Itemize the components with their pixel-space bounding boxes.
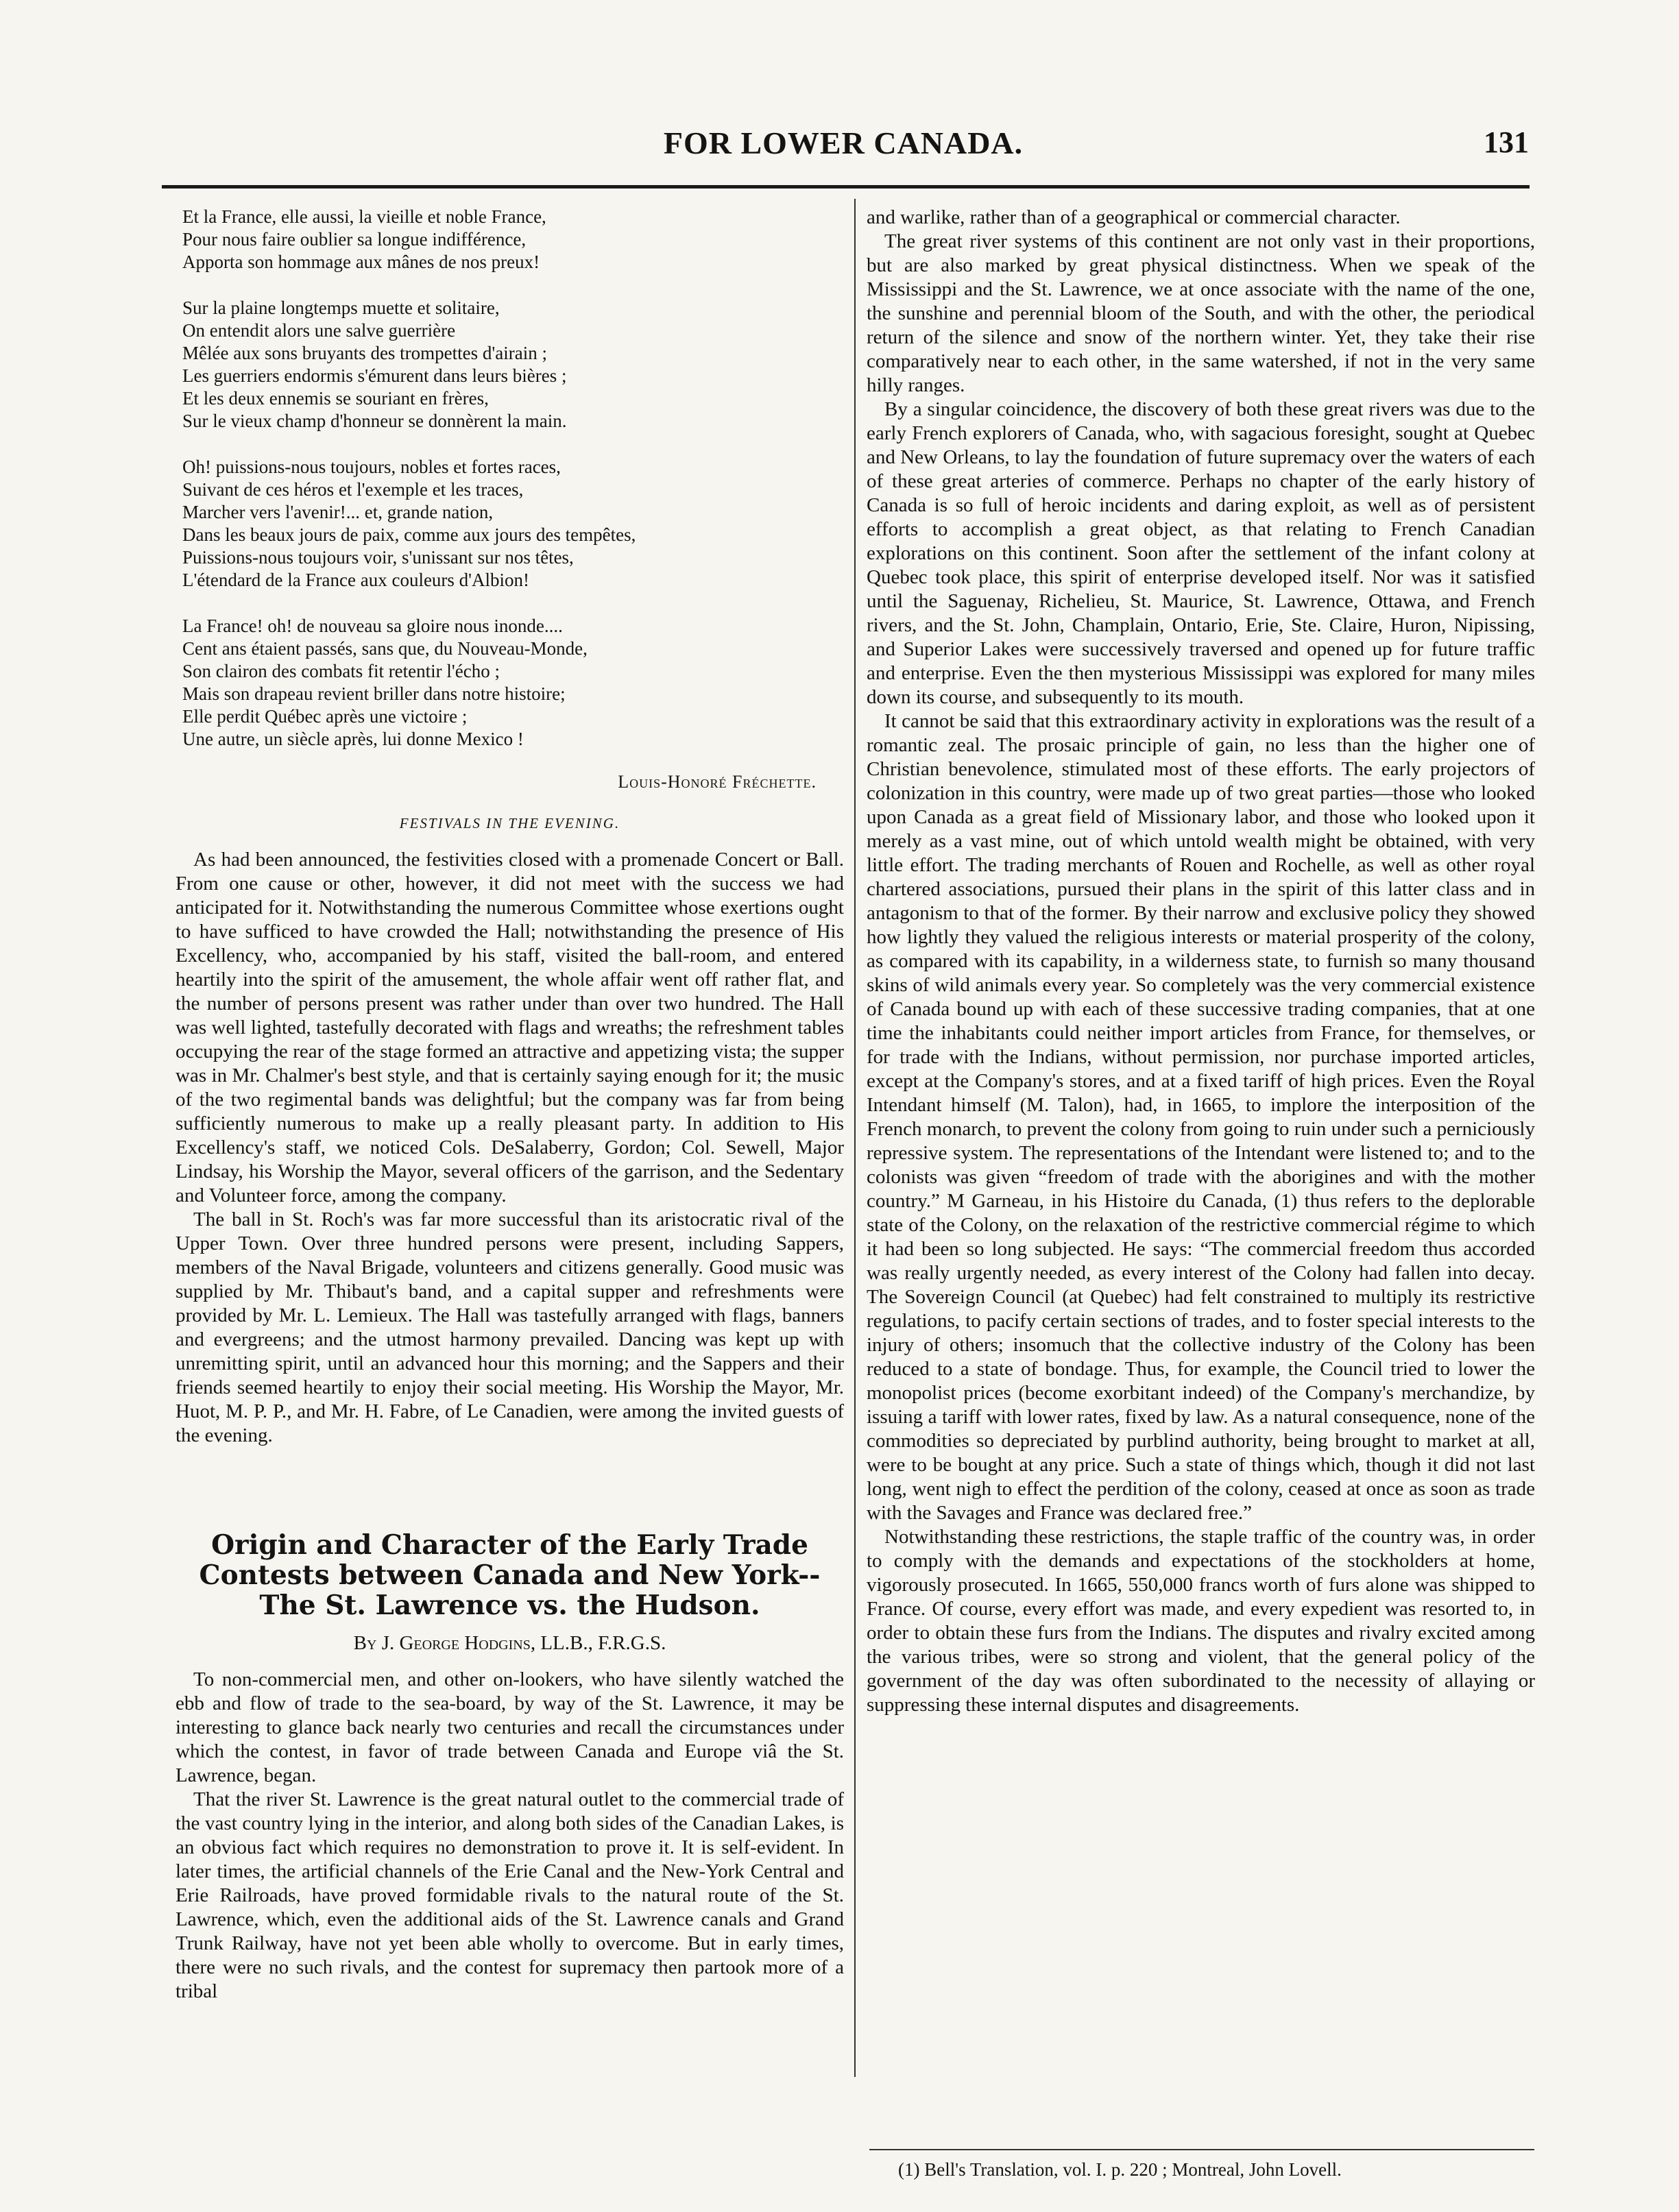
paragraph: That the river St. Lawrence is the great natural outlet to the commercial trade of the vast country lying in the interior, and along both sides of the Canadian Lakes, is an obvious fact which requires no demonstration to prove it. It is self-evident. In later times, the artificial channels of the Erie Canal and the New-York Central and Erie Railroads, have proved formidable rivals to the natural route of the St. Lawrence, which, even the additional aids of the St. Lawrence canals and Grand Trunk Railway, have not yet been able wholly to overcome. But in early times, there were no such rivals, and the contest for supremacy then partook more of a tribal (176, 1788, 844, 2002)
poem-line: Son clairon des combats fit retentir l'écho ; (182, 661, 500, 681)
left-column (176, 206, 844, 2004)
page-header (158, 125, 1529, 166)
article-byline: By J. George Hodgins, LL.B., F.R.G.S. (353, 1632, 666, 1654)
poem-line: Mais son drapeau revient briller dans notre histoire; (182, 683, 566, 704)
poem-line: Marcher vers l'avenir!... et, grande nation, (182, 502, 494, 522)
poem-line: Cent ans étaient passés, sans que, du Nouveau-Monde, (182, 638, 588, 659)
poem-line: Apporta son hommage aux mânes de nos preux! (182, 252, 540, 272)
paragraph: It cannot be said that this extraordinary activity in explorations was the result of a romantic zeal. The prosaic principle of gain, no less than the higher one of Christian benevolence, stimulated most of these efforts. The early projectors of colonization in this country, were made up of two great parties—those who looked upon Canada as a great field of Missionary labor, and those who looked upon it merely as a vast mine, out of which untold wealth might be obtained, with very little effort. The trading merchants of Rouen and Rochelle, as well as other royal chartered associations, pursued their plans in the spirit of this latter class and in antagonism to that of the former. By their narrow and exclusive policy they showed how lightly they valued the religious interests or material prosperity of the colony, as compared with its capability, in a wilderness state, to furnish so many thousand skins of wild animals every year. So completely was the very commercial existence of Canada bound up with each of these successive trading companies, that at one time the inhabitants could neither import articles from France, for themselves, or for trade with the Indians, without permission, nor purchase imported articles, except at the Company's stores, and at a fixed tariff of high prices. Even the Royal Intendant himself (M. Talon), had, in 1665, to implore the interposition of the French monarch, to prevent the colony from going to ruin under such a perniciously repressive system. The representations of the Intendant were listened to; and to the colonists was given “freedom of trade with the aborigines and with the mother country.” M Garneau, in his Histoire du Canada, (1) thus refers to the deplorable state of the Colony, on the relaxation of the restrictive commercial régime to which it had been so long subjected. He says: “The commercial freedom thus accorded was really urgently needed, as every interest of the Colony had fallen into decay. The Sovereign Council (at Quebec) had felt constrained to multiply its restrictive regulations, to pacify certain sections of trades, and to foster special interests to the injury of others; insomuch that the collective industry of the Colony has been reduced to a state of bondage. Thus, for example, the Council tried to lower the monopolist prices (become exorbitant indeed) of the Company's merchandize, by issuing a tariff with lower rates, fixed by law. As a natural consequence, none of the commodities so depreciated by purblind authority, being brought to market at all, were to be bought at any price. Such a state of things which, though it did not last long, went nigh to effect the perdition of the colony, ceased at once as soon as trade with the Savages and France was declared free.” (867, 710, 1535, 1524)
poem-line: Une autre, un siècle après, lui donne Mexico ! (182, 729, 524, 749)
poem-stanza (182, 615, 844, 751)
poem-line: Dans les beaux jours de paix, comme aux jours des tempêtes, (182, 524, 636, 545)
poem-line: On entendit alors une salve guerrière (182, 320, 456, 341)
running-title: FOR LOWER CANADA. (663, 125, 1024, 160)
poem-line: Sur le vieux champ d'honneur se donnèrent la main. (182, 411, 567, 431)
paragraph: By a singular coincidence, the discovery of both these great rivers was due to the early French explorers of Canada, who, with sagacious foresight, sought at Quebec and New Orleans, to lay the foundation of future supremacy over the waters of each of these great arteries of commerce. Perhaps no chapter of the early history of Canada is so full of heroic incidents and daring exploit, as well as of persistent efforts to accomplish a great object, as that relating to French Canadian explorations on this continent. Soon after the settlement of the infant colony at Quebec took place, this spirit of enterprise developed itself. Nor was it satisfied until the Saguenay, Richelieu, St. Maurice, St. Lawrence, Ottawa, and French rivers, and the St. John, Champlain, Ontario, Erie, Ste. Claire, Huron, Nipissing, and Superior Lakes were successively traversed and opened up for future traffic and enterprise. Even the then mysterious Mississippi was explored for many miles down its course, and subsequently to its mouth. (867, 398, 1535, 708)
paragraph: Notwithstanding these restrictions, the staple traffic of the country was, in order to comply with the demands and expectations of the stockholders at home, vigorously prosecuted. In 1665, 550,000 francs worth of furs alone was shipped to France. Of course, every effort was made, and every expedient was resorted to, in order to obtain these furs from the Indians. The disputes and rivalry excited among the various tribes, were so strong and violent, that the general policy of the government of the day was often subordinated to the necessity of allaying or suppressing these internal disputes and disagreements. (867, 1526, 1535, 1716)
poem-stanza (182, 456, 844, 592)
section-gap (176, 1448, 844, 1530)
paragraph: and warlike, rather than of a geographical or commercial character. (867, 206, 1401, 228)
paragraph: The great river systems of this continent are not only vast in their proportions, but are also marked by great physical distinctness. When we speak of the Mississippi and the St. Lawrence, we at once associate with the name of the one, the sunshine and perennial bloom of the South, and with the other, the periodical return of the silence and snow of the northern winter. Yet, they take their rise comparatively near to each other, in the same watershed, if not in the very same hilly ranges. (867, 230, 1535, 396)
poem-line: Sur la plaine longtemps muette et solitaire, (182, 297, 500, 318)
poem-stanza (182, 297, 844, 433)
poem-line: Et la France, elle aussi, la vieille et noble France, (182, 206, 546, 227)
poem-line: Elle perdit Québec après une victoire ; (182, 706, 468, 727)
footnote: (1) Bell's Translation, vol. I. p. 220 ; Montreal, John Lovell. (898, 2159, 1342, 2180)
right-column (867, 206, 1535, 1717)
poem-line: Mêlée aux sons bruyants des trompettes d'airain ; (182, 343, 547, 363)
paragraph: As had been announced, the festivities closed with a promenade Concert or Ball. From one cause or other, however, it did not meet with the success we had anticipated for it. Notwithstanding the numerous Committee whose exertions ought to have sufficed to have crowded the Hall; notwithstanding the presence of His Excellency, who, accompanied by his staff, visited the ball-room, and entered heartily into the spirit of the amusement, the whole affair went off rather flat, and the number of persons present was rather under than over two hundred. The Hall was well lighted, tastefully decorated with flags and wreaths; the refreshment tables occupying the rear of the stage formed an attractive and appetizing vista; the supper was in Mr. Chalmer's best style, and that is certainly saying enough for it; the music of the two regimental bands was delightful; but the company was far from being sufficiently numerous to make up a really pleasant party. In addition to His Excellency's staff, we noticed Cols. DeSalaberry, Gordon; Col. Sewell, Major Lindsay, his Worship the Mayor, several officers of the garrison, and the Sedentary and Volunteer force, among the company. (176, 849, 844, 1206)
poem-line: L'étendard de la France aux couleurs d'Albion! (182, 570, 530, 590)
paragraph: The ball in St. Roch's was far more successful than its aristocratic rival of the Upper Town. Over three hundred persons were present, including Sappers, members of the Naval Brigade, volunteers and citizens generally. Good music was supplied by Mr. Thibaut's band, and a capital supper and refreshments were provided by Mr. L. Lemieux. The Hall was tastefully arranged with flags, banners and evergreens; and the utmost harmony prevailed. Dancing was kept up with unremitting spirit, until an advanced hour this morning; and the Sappers and their friends seemed heartily to enjoy their social meeting. His Worship the Mayor, Mr. Huot, M. P. P., and Mr. H. Fabre, of Le Canadien, were among the invited guests of the evening. (176, 1208, 844, 1446)
footnote-rule (869, 2149, 1534, 2150)
poem (182, 206, 844, 751)
paragraph: To non-commercial men, and other on-lookers, who have silently watched the ebb and flow of trade to the sea-board, by way of the St. Lawrence, it may be interesting to glance back nearly two centuries and recall the circumstances under which the contest, in favor of trade between Canada and Europe viâ the St. Lawrence, began. (176, 1668, 844, 1786)
article-title: Origin and Character of the Early Trade Contests between Canada and New York-- The St. Lawrence vs. the Hudson. (199, 1529, 821, 1621)
poem-line: Et les deux ennemis se souriant en frères, (182, 388, 489, 409)
poem-signature: Louis-Honoré Fréchette. (618, 772, 817, 792)
poem-stanza (182, 206, 844, 274)
poem-line: Suivant de ces héros et l'exemple et les traces, (182, 479, 524, 500)
section-heading: FESTIVALS IN THE EVENING. (399, 815, 620, 831)
poem-line: Oh! puissions-nous toujours, nobles et fortes races, (182, 457, 561, 477)
poem-line: Les guerriers endormis s'émurent dans leurs bières ; (182, 365, 567, 386)
page-number: 131 (1484, 125, 1529, 159)
header-rule (162, 185, 1530, 189)
poem-line: La France! oh! de nouveau sa gloire nous inonde.... (182, 616, 563, 636)
poem-line: Puissions-nous toujours voir, s'unissant sur nos têtes, (182, 547, 574, 568)
poem-line: Pour nous faire oublier sa longue indifférence, (182, 229, 527, 250)
column-divider (854, 199, 856, 2077)
